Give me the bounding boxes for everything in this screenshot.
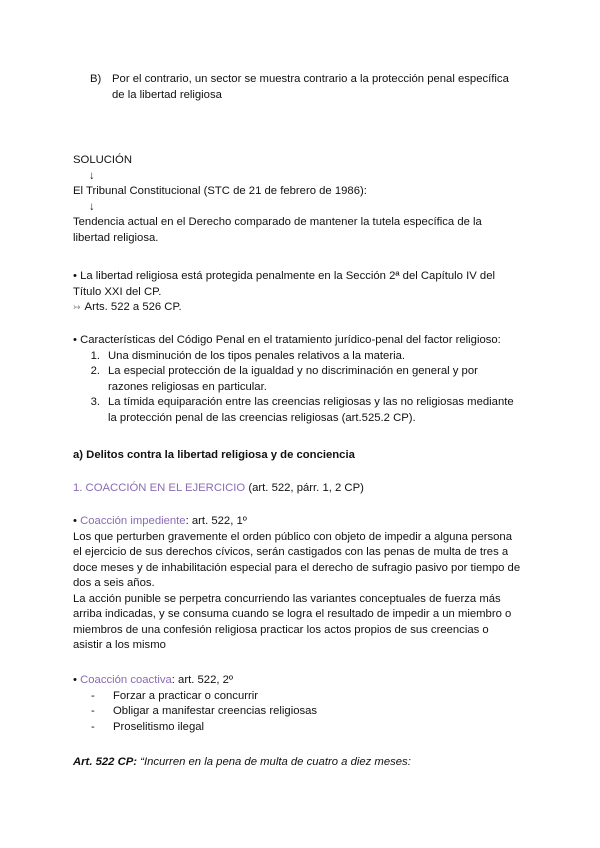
impediente-para1-line1: Los que perturben gravemente el orden público con objeto de impedir a alguna persona bbox=[73, 530, 512, 543]
coaccion-impediente-block bbox=[73, 514, 535, 654]
coactiva-item-2: - Obligar a manifestar creencias religiosas bbox=[91, 705, 318, 717]
coactiva-item-1: - Forzar a practicar o concurrir bbox=[91, 689, 259, 702]
caracteristicas-item-1: 1. Una disminución de los tipos penales relativos a la materia. bbox=[90, 349, 406, 362]
arrow-down-icon: ↓ bbox=[89, 169, 95, 182]
double-arrow-icon: ↣ bbox=[73, 302, 81, 312]
tendencia-line1: Tendencia actual en el Derecho comparado de mantener la tutela específica de la bbox=[73, 216, 482, 228]
solucion-block bbox=[73, 153, 553, 246]
coaccion-coactiva-block bbox=[73, 673, 553, 735]
impediente-para2-line1: La acción punible se perpetra concurriendo las variantes conceptuales de fuerza más bbox=[73, 592, 501, 605]
caracteristicas-intro: • Características del Código Penal en el tratamiento jurídico-penal del factor religioso: bbox=[73, 334, 501, 346]
proteccion-block bbox=[73, 269, 553, 316]
impediente-para2-line4: asistir a los mismo bbox=[73, 639, 166, 651]
impediente-para1-line2: el ejercicio de sus derechos cívicos, serán castigados con las penas de multa de tres a bbox=[73, 546, 509, 558]
impediente-para2-line2: arriba indicadas, y se consuma cuando se logra el resultado de impedir a un miembro o bbox=[73, 608, 512, 620]
arrow-down-icon: ↓ bbox=[89, 200, 95, 213]
caracteristicas-item-2: 2. La especial protección de la igualdad y no discriminación en general y por razones religiosas en particular. bbox=[90, 365, 478, 393]
coaccion-ejercicio-heading: 1. COACCIÓN EN EL EJERCICIO (art. 522, párr. 1, 2 CP) bbox=[73, 482, 364, 494]
impediente-para1-line3: doce meses y de inhabilitación especial para el derecho de sufragio pasivo por tiempo de bbox=[73, 561, 521, 574]
tendencia-line2: libertad religiosa. bbox=[73, 231, 159, 244]
coaccion-impediente-heading: • Coacción impediente: art. 522, 1º bbox=[73, 515, 247, 527]
impediente-para1-line4: dos a seis años. bbox=[73, 577, 155, 589]
option-b bbox=[90, 72, 560, 103]
arts-line: ↣ Arts. 522 a 526 CP. bbox=[73, 301, 182, 313]
solucion-heading: SOLUCIÓN bbox=[73, 154, 133, 166]
proteccion-line1: • La libertad religiosa está protegida penalmente en la Sección 2ª del Capítulo IV del bbox=[73, 270, 495, 282]
coactiva-item-3: - Proselitismo ilegal bbox=[91, 720, 205, 733]
caracteristicas-block bbox=[73, 333, 553, 426]
proteccion-line2: Título XXI del CP. bbox=[73, 285, 162, 298]
section-a-title: a) Delitos contra la libertad religiosa y de conciencia bbox=[73, 449, 355, 461]
impediente-para2-line3: miembros de una confesión religiosa practicar los actos propios de sus creencias o bbox=[73, 623, 489, 636]
option-b-line1: B) Por el contrario, un sector se muestra contrario a la protección penal específica bbox=[90, 73, 509, 85]
tribunal-text: El Tribunal Constitucional (STC de 21 de febrero de 1986): bbox=[73, 185, 367, 197]
art522-line: Art. 522 CP: “Incurren en la pena de multa de cuatro a diez meses: bbox=[73, 756, 411, 768]
coaccion-coactiva-heading: • Coacción coactiva: art. 522, 2º bbox=[73, 674, 234, 686]
caracteristicas-item-3: 3. La tímida equiparación entre las creencias religiosas y las no religiosas mediante la protección penal de las creencias religiosas (art.525.2 CP). bbox=[90, 396, 514, 424]
option-b-line2: de la libertad religiosa bbox=[112, 88, 222, 101]
